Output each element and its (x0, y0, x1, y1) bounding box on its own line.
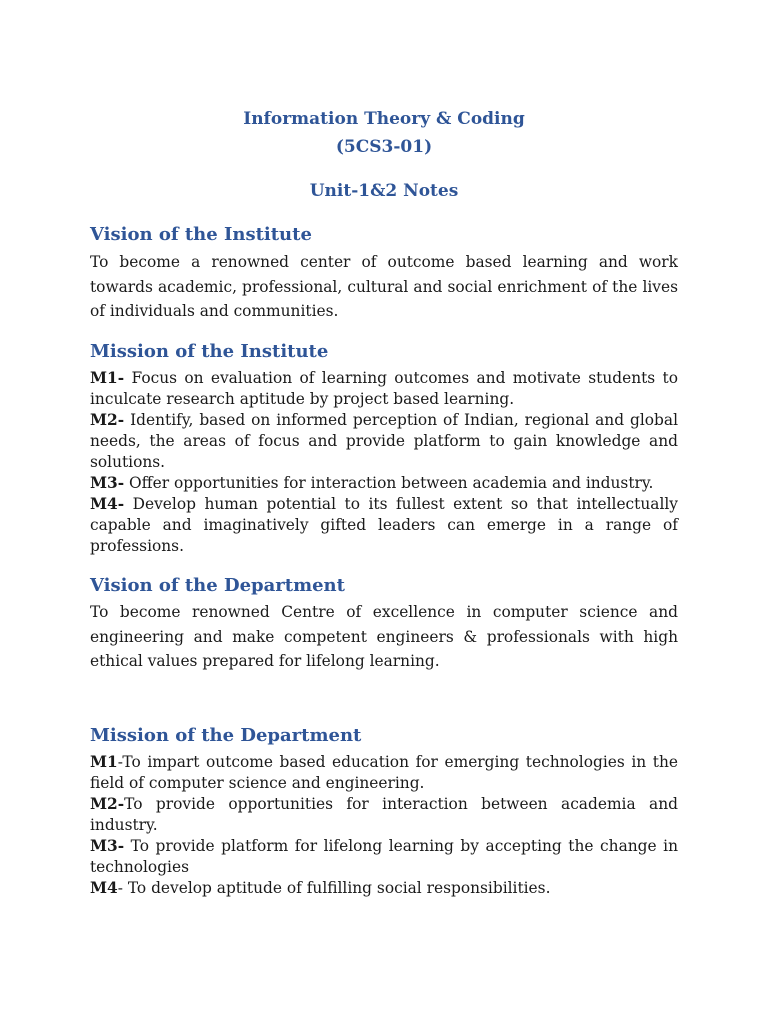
item-text: Focus on evaluation of learning outcomes and motivate students to inculcate research aptitude by project based learning. (90, 369, 678, 408)
item-text: To provide platform for lifelong learning by accepting the change in technologies (90, 837, 678, 876)
vision-department-text: To become renowned Centre of excellence in computer science and engineering and make competent engineers & professionals with high ethical values prepared for lifelong learning. (90, 603, 678, 670)
item-text: Develop human potential to its fullest extent so that intellectually capable and imaginatively gifted leaders can emerge in a range of professions. (90, 495, 678, 555)
item-label: M1 (90, 753, 118, 771)
item-text: Offer opportunities for interaction between academia and industry. (124, 474, 654, 492)
list-item (90, 473, 678, 494)
list-item (90, 368, 678, 410)
item-label: M4- (90, 495, 125, 513)
mission-institute-list (90, 368, 678, 557)
mission-institute-heading: Mission of the Institute (90, 341, 329, 362)
item-label: M3- (90, 474, 125, 492)
item-label: M2- (90, 411, 125, 429)
item-label: M1- (90, 369, 125, 387)
list-item (90, 752, 678, 794)
item-label: M4 (90, 879, 118, 897)
list-item (90, 494, 678, 557)
document-title: Information Theory & Coding (243, 109, 525, 129)
vision-institute-text: To become a renowned center of outcome based learning and work towards academic, professional, cultural and social enrichment of the lives of individuals and communities. (90, 253, 678, 320)
list-item (90, 410, 678, 473)
vision-institute-heading: Vision of the Institute (90, 224, 312, 245)
item-text: -To impart outcome based education for emerging technologies in the field of computer science and engineering. (90, 753, 678, 792)
mission-department-heading: Mission of the Department (90, 725, 362, 746)
item-text: - To develop aptitude of fulfilling social responsibilities. (117, 879, 551, 897)
item-label: M3- (90, 837, 125, 855)
list-item (90, 794, 678, 836)
vision-department-heading: Vision of the Department (90, 575, 345, 596)
item-text: To provide opportunities for interaction between academia and industry. (90, 795, 678, 834)
item-label: M2- (90, 795, 125, 813)
mission-department-list (90, 752, 678, 899)
list-item (90, 836, 678, 878)
list-item (90, 878, 678, 899)
document-subtitle: Unit-1&2 Notes (309, 181, 459, 201)
course-code: (5CS3-01) (335, 137, 433, 157)
item-text: Identify, based on informed perception of Indian, regional and global needs, the areas of focus and provide platform to gain knowledge and solutions. (90, 411, 678, 471)
